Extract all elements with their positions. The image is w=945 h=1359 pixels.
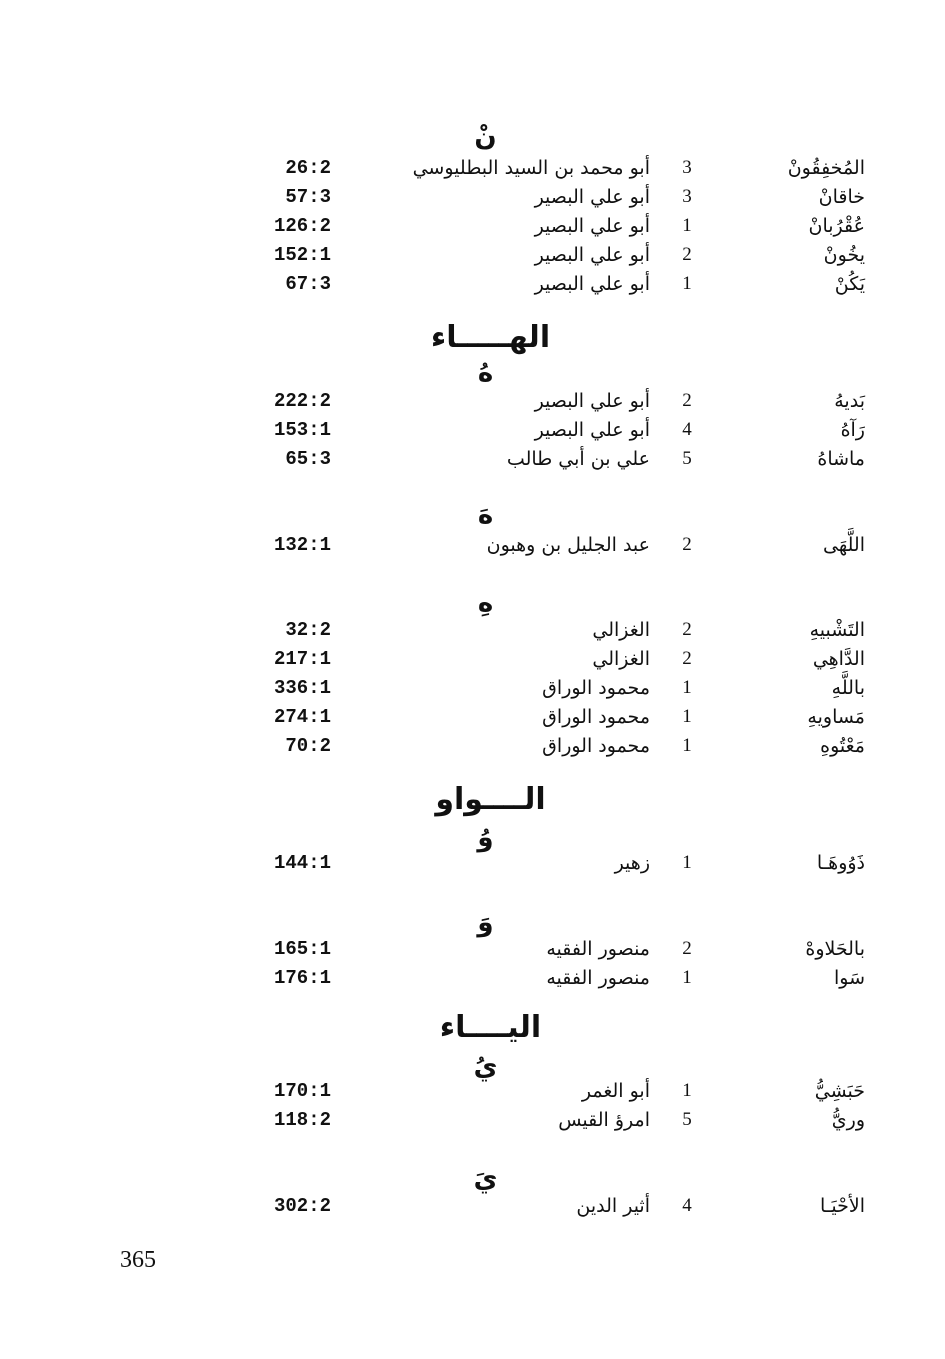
page-reference: 170:1 <box>273 1080 331 1102</box>
verse-count: 3 <box>682 157 692 178</box>
poet-name: أبو علي البصير <box>534 390 650 412</box>
poet-name: أبو علي البصير <box>534 244 650 266</box>
verse-count: 2 <box>682 390 692 411</box>
index-row <box>0 644 945 674</box>
section-letter-header: هَ <box>477 500 494 530</box>
index-row <box>0 1105 945 1135</box>
verse-count: 4 <box>682 1195 692 1216</box>
index-row <box>0 673 945 703</box>
poet-name: أبو علي البصير <box>534 186 650 208</box>
poet-name: الغزالي <box>592 619 650 641</box>
verse-count: 4 <box>682 419 692 440</box>
verse-count: 1 <box>682 677 692 698</box>
page-reference: 57:3 <box>285 186 331 208</box>
verse-count: 1 <box>682 1080 692 1101</box>
poet-name: أبو علي البصير <box>534 273 650 295</box>
verse-count: 1 <box>682 967 692 988</box>
rhyme-word: اللَّهَى <box>823 534 865 556</box>
page-reference: 165:1 <box>273 938 331 960</box>
verse-count: 3 <box>682 186 692 207</box>
poet-name: عبد الجليل بن وهبون <box>486 534 650 556</box>
index-row <box>0 934 945 964</box>
page-reference: 302:2 <box>273 1195 331 1217</box>
verse-count: 2 <box>682 648 692 669</box>
verse-count: 1 <box>682 852 692 873</box>
verse-count: 2 <box>682 619 692 640</box>
page-reference: 336:1 <box>273 677 331 699</box>
rhyme-word: يخُونْ <box>823 244 865 266</box>
chapter-title: اليــــاء <box>439 1010 542 1045</box>
verse-count: 2 <box>682 938 692 959</box>
rhyme-word: المُخفِقُونْ <box>787 157 865 179</box>
page-reference: 176:1 <box>273 967 331 989</box>
poet-name: الغزالي <box>592 648 650 670</box>
section-letter-header: نْ <box>474 122 497 152</box>
poet-name: امرؤ القيس <box>558 1109 650 1131</box>
page-reference: 153:1 <box>273 419 331 441</box>
poet-name: محمود الوراق <box>542 677 650 699</box>
verse-count: 2 <box>682 244 692 265</box>
poet-name: علي بن أبي طالب <box>506 448 650 470</box>
page-number: 365 <box>120 1247 156 1273</box>
index-row <box>0 848 945 878</box>
section-letter-header: هِ <box>477 588 494 618</box>
page-reference: 67:3 <box>285 273 331 295</box>
index-row <box>0 1076 945 1106</box>
chapter-title: الهـــــاء <box>430 320 551 355</box>
section-letter-header: هُ <box>477 358 494 388</box>
index-row <box>0 386 945 416</box>
section-letter-header: يُ <box>473 1052 498 1082</box>
page-reference: 274:1 <box>273 706 331 728</box>
poet-name: زهير <box>614 852 650 874</box>
index-row <box>0 269 945 299</box>
rhyme-word: باللَّهِ <box>831 677 865 699</box>
page-reference: 144:1 <box>273 852 331 874</box>
poet-name: منصور الفقيه <box>546 967 650 989</box>
index-row <box>0 615 945 645</box>
page-reference: 70:2 <box>285 735 331 757</box>
verse-count: 5 <box>682 1109 692 1130</box>
verse-count: 2 <box>682 534 692 555</box>
poet-name: محمود الوراق <box>542 735 650 757</box>
page-reference: 132:1 <box>273 534 331 556</box>
poet-name: محمود الوراق <box>542 706 650 728</box>
poet-name: أثير الدين <box>576 1195 650 1217</box>
rhyme-word: بَديهُ <box>834 390 865 412</box>
rhyme-word: الدَّاهِي <box>812 648 865 670</box>
section-letter-header: وَ <box>477 908 494 938</box>
rhyme-word: مَعْتُوهِ <box>820 735 865 757</box>
section-letter-header: وُ <box>477 823 494 853</box>
rhyme-word: رَآهُ <box>840 419 865 441</box>
poet-name: أبو علي البصير <box>534 419 650 441</box>
page-reference: 65:3 <box>285 448 331 470</box>
rhyme-word: خاقانْ <box>818 186 865 208</box>
index-row <box>0 153 945 183</box>
page-reference: 26:2 <box>285 157 331 179</box>
index-row <box>0 240 945 270</box>
rhyme-word: الأحْيَـا <box>820 1195 865 1217</box>
rhyme-word: عُقْرُبانْ <box>808 215 865 237</box>
index-row <box>0 1191 945 1221</box>
index-row <box>0 702 945 732</box>
index-row <box>0 182 945 212</box>
section-letter-header: يَ <box>473 1164 498 1194</box>
rhyme-word: بالحَلاوهْ <box>805 938 865 960</box>
verse-count: 1 <box>682 273 692 294</box>
rhyme-word: وريُّ <box>831 1109 865 1131</box>
page-reference: 222:2 <box>273 390 331 412</box>
chapter-title: الــــواو <box>435 782 546 817</box>
poet-name: أبو محمد بن السيد البطليوسي <box>412 157 650 179</box>
verse-count: 5 <box>682 448 692 469</box>
poet-name: أبو الغمر <box>581 1080 650 1102</box>
rhyme-word: ماشاهُ <box>817 448 865 470</box>
rhyme-word: حَبَشِيُّ <box>814 1080 865 1102</box>
rhyme-word: سَوا <box>833 967 865 989</box>
index-row <box>0 963 945 993</box>
index-row <box>0 415 945 445</box>
page-reference: 217:1 <box>273 648 331 670</box>
rhyme-word: التَشْبيهِ <box>809 619 865 641</box>
rhyme-word: يَكُنْ <box>834 273 865 295</box>
page-reference: 32:2 <box>285 619 331 641</box>
poet-name: أبو علي البصير <box>534 215 650 237</box>
rhyme-word: ذَوُوهَـا <box>816 852 865 874</box>
verse-count: 1 <box>682 735 692 756</box>
poet-name: منصور الفقيه <box>546 938 650 960</box>
index-row <box>0 211 945 241</box>
verse-count: 1 <box>682 706 692 727</box>
page-reference: 118:2 <box>273 1109 331 1131</box>
page-reference: 126:2 <box>273 215 331 237</box>
index-row <box>0 731 945 761</box>
index-row <box>0 530 945 560</box>
rhyme-word: مَساويهِ <box>807 706 865 728</box>
verse-count: 1 <box>682 215 692 236</box>
index-row <box>0 444 945 474</box>
page-reference: 152:1 <box>273 244 331 266</box>
